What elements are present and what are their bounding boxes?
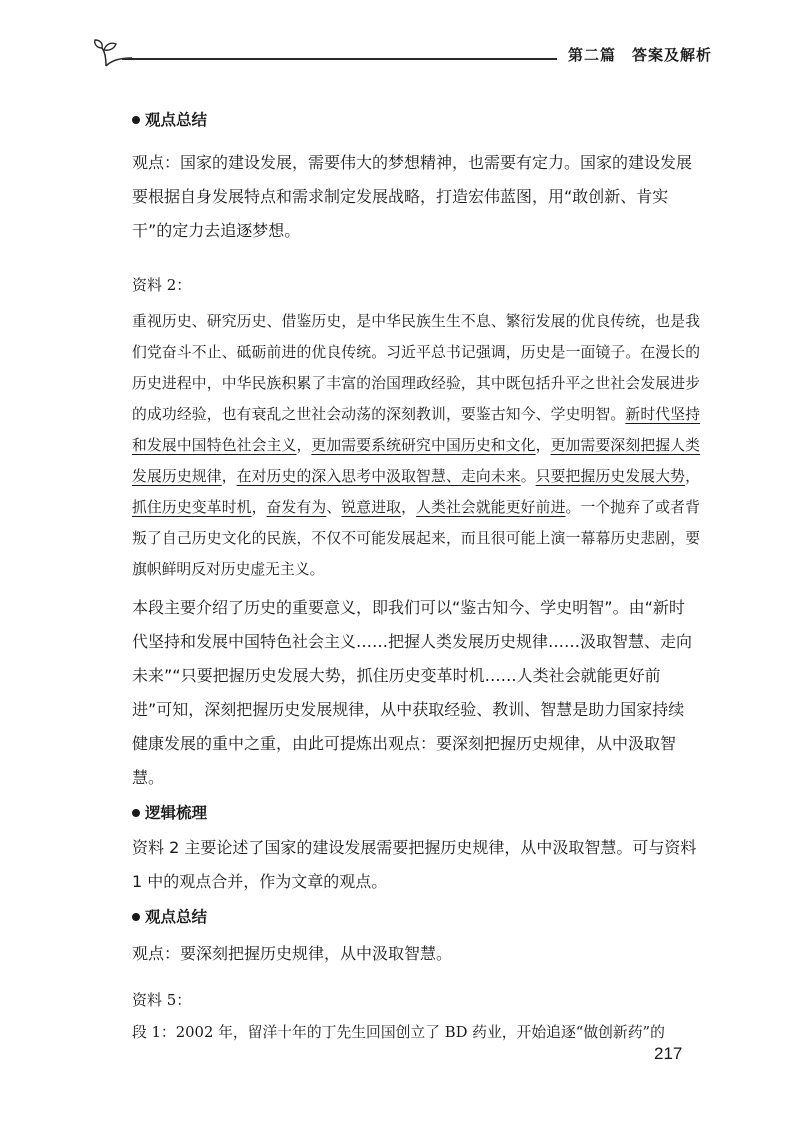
material5-label: 资料 5： (132, 991, 192, 1009)
underlined-phrase: 抓住历史变革时机 (132, 499, 252, 516)
bullet-dot-icon (132, 913, 140, 921)
material2-intro: 重视历史、研究历史、借鉴历史，是中华民族生生不息、繁衍发展的优良传统，也是我们党奋斗不止、砥砺前进的优良传统。习近平总书记强调，历史是一面镜子。在漫长的历史进程中，中华民族积累了丰富的治国理政经验，其中既包括升平之世社会发展进步的成功经验，也有衰乱之世社会动荡的深刻教训，要鉴古知今、学史明智。 (132, 313, 700, 423)
summary1-text: 观点：国家的建设发展，需要伟大的梦想精神，也需要有定力。国家的建设发展要根据自身发展特点和需求制定发展战略，打造宏伟蓝图，用“敢创新、肯实干”的定力去追逐梦想。 (132, 153, 693, 240)
summary2-paragraph (132, 937, 700, 971)
material5-text: 段 1：2002 年，留洋十年的丁先生回国创立了 BD 药业，开始追逐“做创新药”的 (132, 1024, 665, 1041)
logic-text: 资料 2 主要论述了国家的建设发展需要把握历史规律，从中汲取智慧。可与资料 1 中的观点合并，作为文章的观点。 (132, 838, 697, 891)
underlined-phrase: 在对历史的深入思考中汲取智慧、走向未来 (236, 468, 521, 485)
material2-tail: 。一个抛弃了或者背叛了自己历史文化的民族，不仅不可能发展起来，而且很可能上演一幕幕历史悲剧，要旗帜鲜明反对历史虚无主义。 (132, 499, 700, 578)
section-heading (132, 799, 700, 827)
punctuation: ， (296, 437, 312, 454)
underlined-phrase: 奋发有为 (266, 499, 327, 516)
material2-paragraph (132, 306, 700, 585)
section-heading (132, 106, 700, 134)
underlined-phrase: 人类社会就能更好前进 (416, 499, 566, 516)
punctuation: ， (401, 499, 417, 516)
header-title: 第二篇 答案及解析 (567, 46, 712, 64)
summary2-text: 观点：要深刻把握历史规律，从中汲取智慧。 (132, 944, 453, 963)
bullet-dot-icon (132, 116, 140, 124)
material5-paragraph (132, 1017, 700, 1048)
summary1-paragraph (132, 146, 700, 248)
running-header (92, 36, 712, 76)
sprout-icon (92, 36, 132, 72)
section-heading (132, 903, 700, 931)
punctuation: ， (221, 468, 237, 485)
underlined-phrase: 更加需要系统研究中国历史和文化 (311, 437, 536, 454)
bullet-dot-icon (132, 809, 140, 817)
logic-paragraph (132, 831, 700, 899)
summary2-heading: 观点总结 (145, 908, 208, 926)
underlined-phrase: 更加需要深刻把握人类发展历史规律 (132, 437, 700, 485)
punctuation: 、 (326, 499, 342, 516)
punctuation: ， (535, 437, 551, 454)
underlined-phrase: 新时代坚持和发展中国特色社会主义 (132, 406, 700, 454)
summary1-heading: 观点总结 (145, 111, 208, 129)
punctuation: ， (251, 499, 267, 516)
punctuation: 。 (520, 468, 536, 485)
page-content (132, 100, 700, 1048)
punctuation: ， (685, 468, 700, 485)
analysis-paragraph (132, 591, 700, 795)
material2-label: 资料 2： (132, 276, 192, 294)
analysis-text: 本段主要介绍了历史的重要意义，即我们可以“鉴古知今、学史明智”。由“新时代坚持和发展中国特色社会主义……把握人类发展历史规律……汲取智慧、走向未来”“只要把握历史发展大势，抓住历史变革时机……人类社会就能更好前进”可知，深刻把握历史发展规律，从中获取经验、教训、智慧是助力国家持续健康发展的重中之重，由此可提炼出观点：要深刻把握历史规律，从中汲取智慧。 (132, 598, 693, 787)
underlined-phrase: 只要把握历史发展大势 (535, 468, 686, 485)
header-rule (122, 58, 557, 60)
logic-heading: 逻辑梳理 (145, 804, 208, 822)
page-number: 217 (654, 1044, 683, 1063)
underlined-phrase: 锐意进取 (341, 499, 402, 516)
